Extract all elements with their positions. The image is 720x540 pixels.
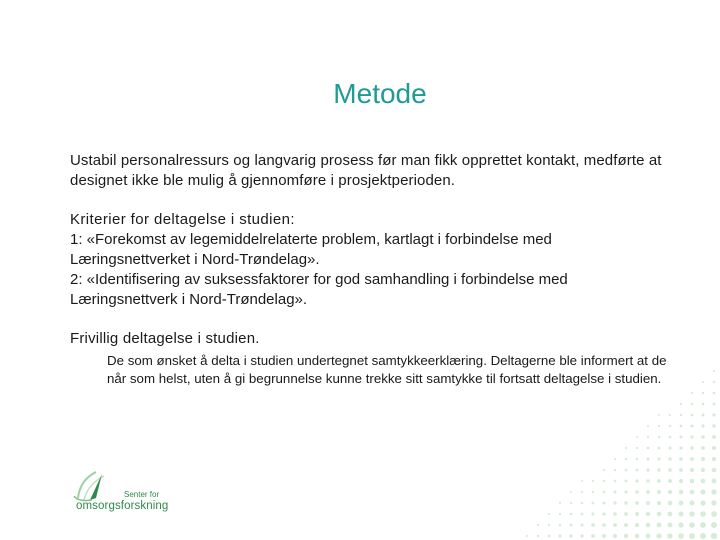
decorative-dot (700, 522, 706, 528)
decorative-dot (690, 501, 695, 506)
decorative-dot (702, 381, 704, 383)
decorative-dot (646, 523, 651, 528)
decorative-dot (690, 446, 694, 450)
decorative-dot (624, 512, 628, 516)
decorative-dot (701, 479, 706, 484)
decorative-dot (613, 490, 616, 493)
decorative-dot (592, 502, 595, 505)
decorative-dot (668, 490, 672, 494)
decorative-dot (570, 491, 572, 493)
decorative-dot (711, 489, 716, 494)
decorative-dot (711, 522, 717, 528)
decorative-dot (689, 533, 695, 539)
decorative-dot (636, 458, 639, 461)
decorative-dot (657, 490, 661, 494)
decorative-dot (657, 501, 661, 505)
decorative-dot (624, 534, 628, 538)
decorative-dot (680, 403, 682, 405)
intro-paragraph: Ustabil personalressurs og langvarig prosess før man fikk opprettet kontakt, medførte at designet ikke ble mulig å gjennomføre i prosjektperioden. (70, 152, 662, 189)
logo-line-2: omsorgsforskning (76, 500, 169, 512)
decorative-dot (647, 458, 650, 461)
decorative-dot (691, 414, 694, 417)
decorative-dot (702, 392, 704, 394)
decorative-dot (668, 446, 671, 449)
decorative-dot (625, 480, 628, 483)
decorative-dot (537, 524, 539, 526)
decorative-dot (602, 512, 605, 515)
decorative-dot (657, 512, 662, 517)
decorative-dot (658, 436, 661, 439)
decorative-dot (700, 500, 705, 505)
voluntary-text: De som ønsket å delta i studien undertegnet samtykkeerklæring. Deltagerne ble informert at de når som helst, uten å gi begrunnelse kunne trekke sitt samtykke til fortsatt deltagelse i studien. (107, 353, 667, 386)
voluntary-heading: Frivillig deltagelse i studien. (70, 330, 260, 347)
decorative-dot (657, 468, 660, 471)
decorative-dot (570, 502, 572, 504)
decorative-dot (613, 534, 617, 538)
decorative-dot (614, 469, 616, 471)
decorative-dot (701, 435, 705, 439)
decorative-dot (581, 502, 584, 505)
decorative-dot (646, 468, 649, 471)
decorative-dot (712, 413, 715, 416)
decorative-dot (679, 446, 682, 449)
decorative-dot (603, 480, 606, 483)
decorative-dot (668, 479, 672, 483)
decorative-dot (669, 436, 672, 439)
decorative-dot (625, 458, 627, 460)
decorative-dot (647, 425, 649, 427)
criteria-item-2-line-1: 2: «Identifisering av suksessfaktorer for god samhandling i forbindelse med (70, 271, 568, 288)
decorative-dot (678, 522, 683, 527)
decorative-dot (548, 535, 551, 538)
decorative-dot (669, 425, 672, 428)
decorative-dot (701, 457, 705, 461)
decorative-dot (636, 469, 639, 472)
decorative-dot (580, 534, 583, 537)
decorative-dot (657, 523, 662, 528)
decorative-dot (647, 436, 649, 438)
decorative-dot (559, 513, 561, 515)
decorative-dot (667, 533, 672, 538)
decorative-dot (647, 447, 650, 450)
decorative-dot (701, 446, 705, 450)
decorative-dot (668, 468, 672, 472)
decorative-dot (712, 457, 716, 461)
decorative-dot (678, 511, 683, 516)
decorative-dot (646, 490, 650, 494)
decorative-dot (592, 491, 595, 494)
decorative-dot (678, 533, 684, 539)
decorative-dot (690, 468, 694, 472)
decorative-dot (526, 535, 528, 537)
criteria-item-2-line-2: Læringsnettverk i Nord-Trøndelag». (70, 291, 308, 308)
decorative-dot (581, 513, 584, 516)
decorative-dot (713, 381, 715, 383)
decorative-dot (635, 523, 639, 527)
decorative-dot (635, 501, 639, 505)
decorative-dot (592, 480, 594, 482)
decorative-dot (690, 490, 695, 495)
logo (70, 468, 190, 528)
decorative-dot (680, 414, 682, 416)
decorative-dot (680, 425, 683, 428)
decorative-dot (580, 523, 583, 526)
decorative-dot (537, 535, 539, 537)
decorative-dot (613, 501, 616, 504)
logo-line-1: Senter for (124, 490, 160, 499)
slide-title: Metode (333, 78, 427, 109)
criteria-section (70, 210, 685, 310)
decorative-dot (712, 435, 716, 439)
decorative-dot (559, 535, 562, 538)
decorative-dot (711, 511, 717, 517)
decorative-dot (667, 522, 672, 527)
decorative-dot (712, 446, 716, 450)
decorative-dot (613, 523, 617, 527)
decorative-dot (702, 414, 705, 417)
decorative-dot (656, 533, 661, 538)
decorative-dot (657, 457, 660, 460)
decorative-dot (614, 480, 617, 483)
decorative-dot (635, 512, 639, 516)
decorative-dot (636, 436, 638, 438)
decorative-dot (690, 457, 694, 461)
decorative-dot (679, 435, 682, 438)
decorative-dot (700, 533, 706, 539)
decorative-dot (658, 447, 661, 450)
decorative-dot (635, 490, 639, 494)
decorative-dot (679, 457, 683, 461)
decorative-dot (581, 491, 583, 493)
decorative-dot (657, 479, 661, 483)
decorative-dot (613, 512, 617, 516)
decorative-dot (646, 501, 650, 505)
decorative-dot (690, 479, 694, 483)
decorative-dot (625, 447, 627, 449)
decorative-dot (713, 370, 715, 372)
decorative-dot (636, 447, 638, 449)
criteria-item-1-line-2: Læringsnettverket i Nord-Trøndelag». (70, 251, 320, 268)
decorative-dot (591, 523, 594, 526)
decorative-dot (624, 490, 627, 493)
decorative-dot (591, 512, 594, 515)
decorative-dot (658, 414, 660, 416)
decorative-dot (570, 513, 573, 516)
decorative-dot (702, 403, 705, 406)
decorative-dot (701, 468, 705, 472)
decorative-dot (559, 524, 562, 527)
decorative-dot (624, 501, 628, 505)
decorative-dot (679, 490, 683, 494)
decorative-dot (646, 534, 651, 539)
decorative-dot (701, 424, 704, 427)
decorative-dot (713, 403, 716, 406)
decorative-dot (614, 458, 616, 460)
criteria-item-1-line-1: 1: «Forekomst av legemiddelrelaterte problem, kartlagt i forbindelse med (70, 231, 552, 248)
decorative-dot (668, 512, 673, 517)
decorative-dot (669, 414, 671, 416)
decorative-dot (711, 533, 717, 539)
decorative-dot (602, 501, 605, 504)
decorative-dot (689, 522, 695, 528)
decorative-dot (602, 523, 606, 527)
criteria-heading: Kriterier for deltagelse i studien: (70, 211, 295, 228)
decorative-dot (635, 534, 640, 539)
decorative-dot-pattern (420, 330, 720, 540)
decorative-dot (679, 468, 683, 472)
decorative-dot (658, 425, 660, 427)
decorative-dot (635, 479, 638, 482)
decorative-dot (679, 479, 683, 483)
decorative-dot (691, 403, 693, 405)
decorative-dot (711, 500, 716, 505)
decorative-dot (690, 424, 693, 427)
decorative-dot (668, 457, 671, 460)
decorative-dot (559, 502, 561, 504)
decorative-dot (701, 490, 706, 495)
decorative-dot (712, 424, 716, 428)
decorative-dot (548, 524, 550, 526)
decorative-dot (712, 479, 717, 484)
decorative-dot (679, 501, 684, 506)
decorative-dot (691, 392, 693, 394)
decorative-dot (713, 392, 716, 395)
decorative-dot (569, 534, 572, 537)
decorative-dot (625, 469, 628, 472)
decorative-dot (690, 435, 693, 438)
decorative-dot (646, 479, 649, 482)
decorative-dot (689, 511, 694, 516)
decorative-dot (668, 501, 673, 506)
decorative-dot (548, 513, 550, 515)
decorative-dot (646, 512, 650, 516)
decorative-dot (603, 491, 606, 494)
decorative-dot (591, 534, 595, 538)
decorative-dot (581, 480, 583, 482)
decorative-dot (712, 468, 717, 473)
decorative-dot (603, 469, 605, 471)
decorative-dot (624, 523, 628, 527)
decorative-dot (602, 534, 606, 538)
decorative-dot (700, 511, 706, 517)
decorative-dot (570, 524, 573, 527)
